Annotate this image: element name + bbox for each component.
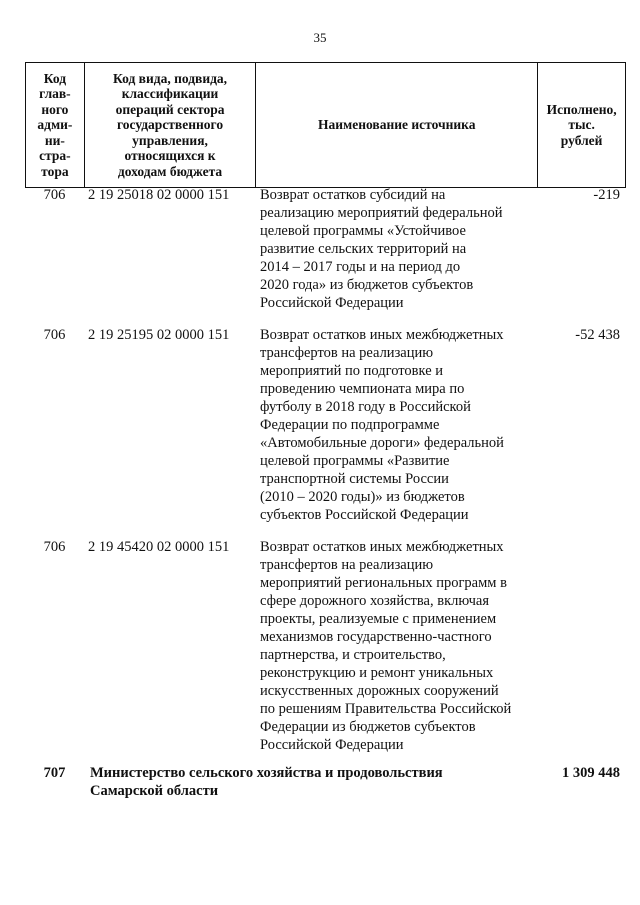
- group-admin-code: 707: [43, 765, 66, 781]
- row-amount: [539, 538, 626, 754]
- table-header: [25, 62, 626, 188]
- table-row: [25, 186, 626, 312]
- row-source-name: Возврат остатков субсидий на реализацию мероприятий федеральной целевой программы «Устойчивое развитие сельских территорий на 2014 – 2017 годы и на период до 2020 года» из бюджетов субъектов Российской Федерации: [260, 187, 503, 311]
- row-classification-code: 2 19 25018 02 0000 151: [88, 187, 230, 203]
- row-admin-code: 706: [43, 539, 66, 555]
- group-name: Министерство сельского хозяйства и продовольствия Самарской области: [90, 765, 443, 799]
- header-admin-code: Код глав- ного адми- ни- стра- тора: [26, 63, 85, 187]
- header-classification-code: Код вида, подвида, классификации операций сектора государственного управления, относящихся к доходам бюджета: [85, 63, 256, 187]
- group-amount: 1 309 448: [562, 765, 620, 781]
- row-admin-code: 706: [43, 187, 66, 203]
- table-row: [25, 538, 626, 754]
- page-number: 35: [313, 30, 327, 45]
- row-amount: -219: [593, 187, 620, 203]
- header-amount: Исполнено, тыс. рублей: [546, 101, 617, 148]
- table-row: [25, 326, 626, 524]
- row-source-name: Возврат остатков иных межбюджетных трансфертов на реализацию мероприятий по подготовке и проведению чемпионата мира по футболу в 2018 году в Российской Федерации по подпрограмме «Автомобильные дороги» федеральной целевой программы «Развитие транспортной системы России (2010 – 2020 годы)» из бюджетов субъектов Российской Федерации: [260, 327, 504, 523]
- row-classification-code: 2 19 45420 02 0000 151: [88, 539, 230, 555]
- row-classification-code: 2 19 25195 02 0000 151: [88, 327, 230, 343]
- row-admin-code: 706: [43, 327, 66, 343]
- header-source-name: Наименование источника: [256, 63, 538, 187]
- row-source-name: Возврат остатков иных межбюджетных трансфертов на реализацию мероприятий региональных программ в сфере дорожного хозяйства, включая проекты, реализуемые с применением механизмов государственно-частного партнерства, и строительство, реконструкцию и ремонт уникальных искусственных дорожных сооружений по решениям Правительства Российской Федерации из бюджетов субъектов Российской Федерации: [260, 539, 512, 753]
- row-amount: -52 438: [575, 327, 620, 343]
- group-row-ministry: [25, 764, 626, 800]
